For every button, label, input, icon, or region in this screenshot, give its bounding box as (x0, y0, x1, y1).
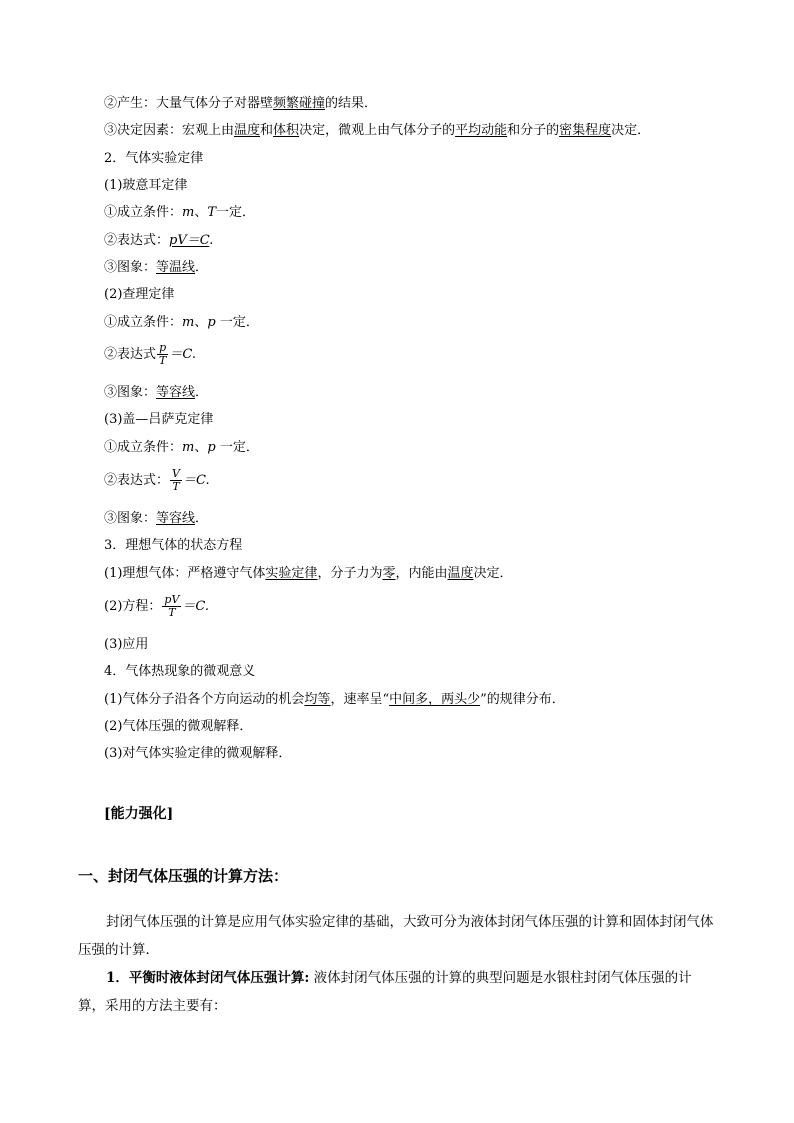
fraction-pv-over-t: $\frac{pV}{T}$ (164, 593, 180, 619)
line-pressure-explanation: (2)气体压强的微观解释． (104, 719, 253, 734)
subheading-boyle-law: (1)玻意耳定律 (104, 178, 188, 193)
section-label: [能力强化] (104, 806, 174, 822)
line-boyle-formula: ②表达式：pV＝C. (104, 233, 214, 248)
paragraph-liquid-sealed: 1．平衡时液体封闭气体压强计算: 液体封闭气体压强的计算的典型问题是水银柱封闭气体压强的计算，采用的方法主要有： (78, 970, 692, 1014)
line-boyle-graph: ③图象：等温线． (104, 260, 209, 275)
line-determining-factors: ③决定因素：宏观上由温度和体积决定，微观上由气体分子的平均动能和分子的密集程度决定． (104, 123, 651, 138)
line-charles-graph: ③图象：等容线． (104, 385, 209, 400)
fraction-p-over-t: $\frac{p}{T}$ (159, 341, 167, 367)
line-application: (3)应用 (104, 637, 149, 652)
line-laws-explanation: (3)对气体实验定律的微观解释． (104, 746, 292, 761)
line-charles-formula: ②表达式 $\frac{p}{T}$ ＝C. (104, 341, 196, 367)
subheading-microscopic-meaning: 4．气体热现象的微观意义 (104, 664, 256, 679)
line-gay-lussac-condition: ①成立条件：m、p 一定． (104, 440, 259, 455)
paragraph-intro: 封闭气体压强的计算是应用气体实验定律的基础，大致可分为液体封闭气体压强的计算和固体封闭气体压强的计算． (78, 914, 714, 958)
line-gay-lussac-formula: ②表达式： $\frac{V}{T}$ ＝C. (104, 467, 210, 493)
subheading-gay-lussac-law: (3)盖—吕萨克定律 (104, 412, 214, 427)
subheading-gas-laws: 2．气体实验定律 (104, 151, 204, 166)
section-heading: 一、封闭气体压强的计算方法： (78, 867, 289, 885)
line-pressure-origin: ②产生：大量气体分子对器壁频繁碰撞的结果． (104, 96, 378, 111)
line-boyle-condition: ①成立条件：m、T一定． (104, 205, 256, 220)
subheading-charles-law: (2)查理定律 (104, 287, 175, 302)
fraction-v-over-t: $\frac{V}{T}$ (172, 467, 180, 493)
line-ideal-gas-definition: (1)理想气体：严格遵守气体实验定律，分子力为零，内能由温度决定． (104, 566, 513, 581)
line-gay-lussac-graph: ③图象：等容线． (104, 511, 209, 526)
line-ideal-gas-equation: (2)方程： $\frac{pV}{T}$ ＝C. (104, 593, 210, 619)
line-charles-condition: ①成立条件：m、p 一定． (104, 315, 259, 330)
line-molecular-motion: (1)气体分子沿各个方向运动的机会均等，速率呈“中间多，两头少”的规律分布． (104, 692, 565, 707)
subheading-ideal-gas: 3．理想气体的状态方程 (104, 538, 243, 553)
